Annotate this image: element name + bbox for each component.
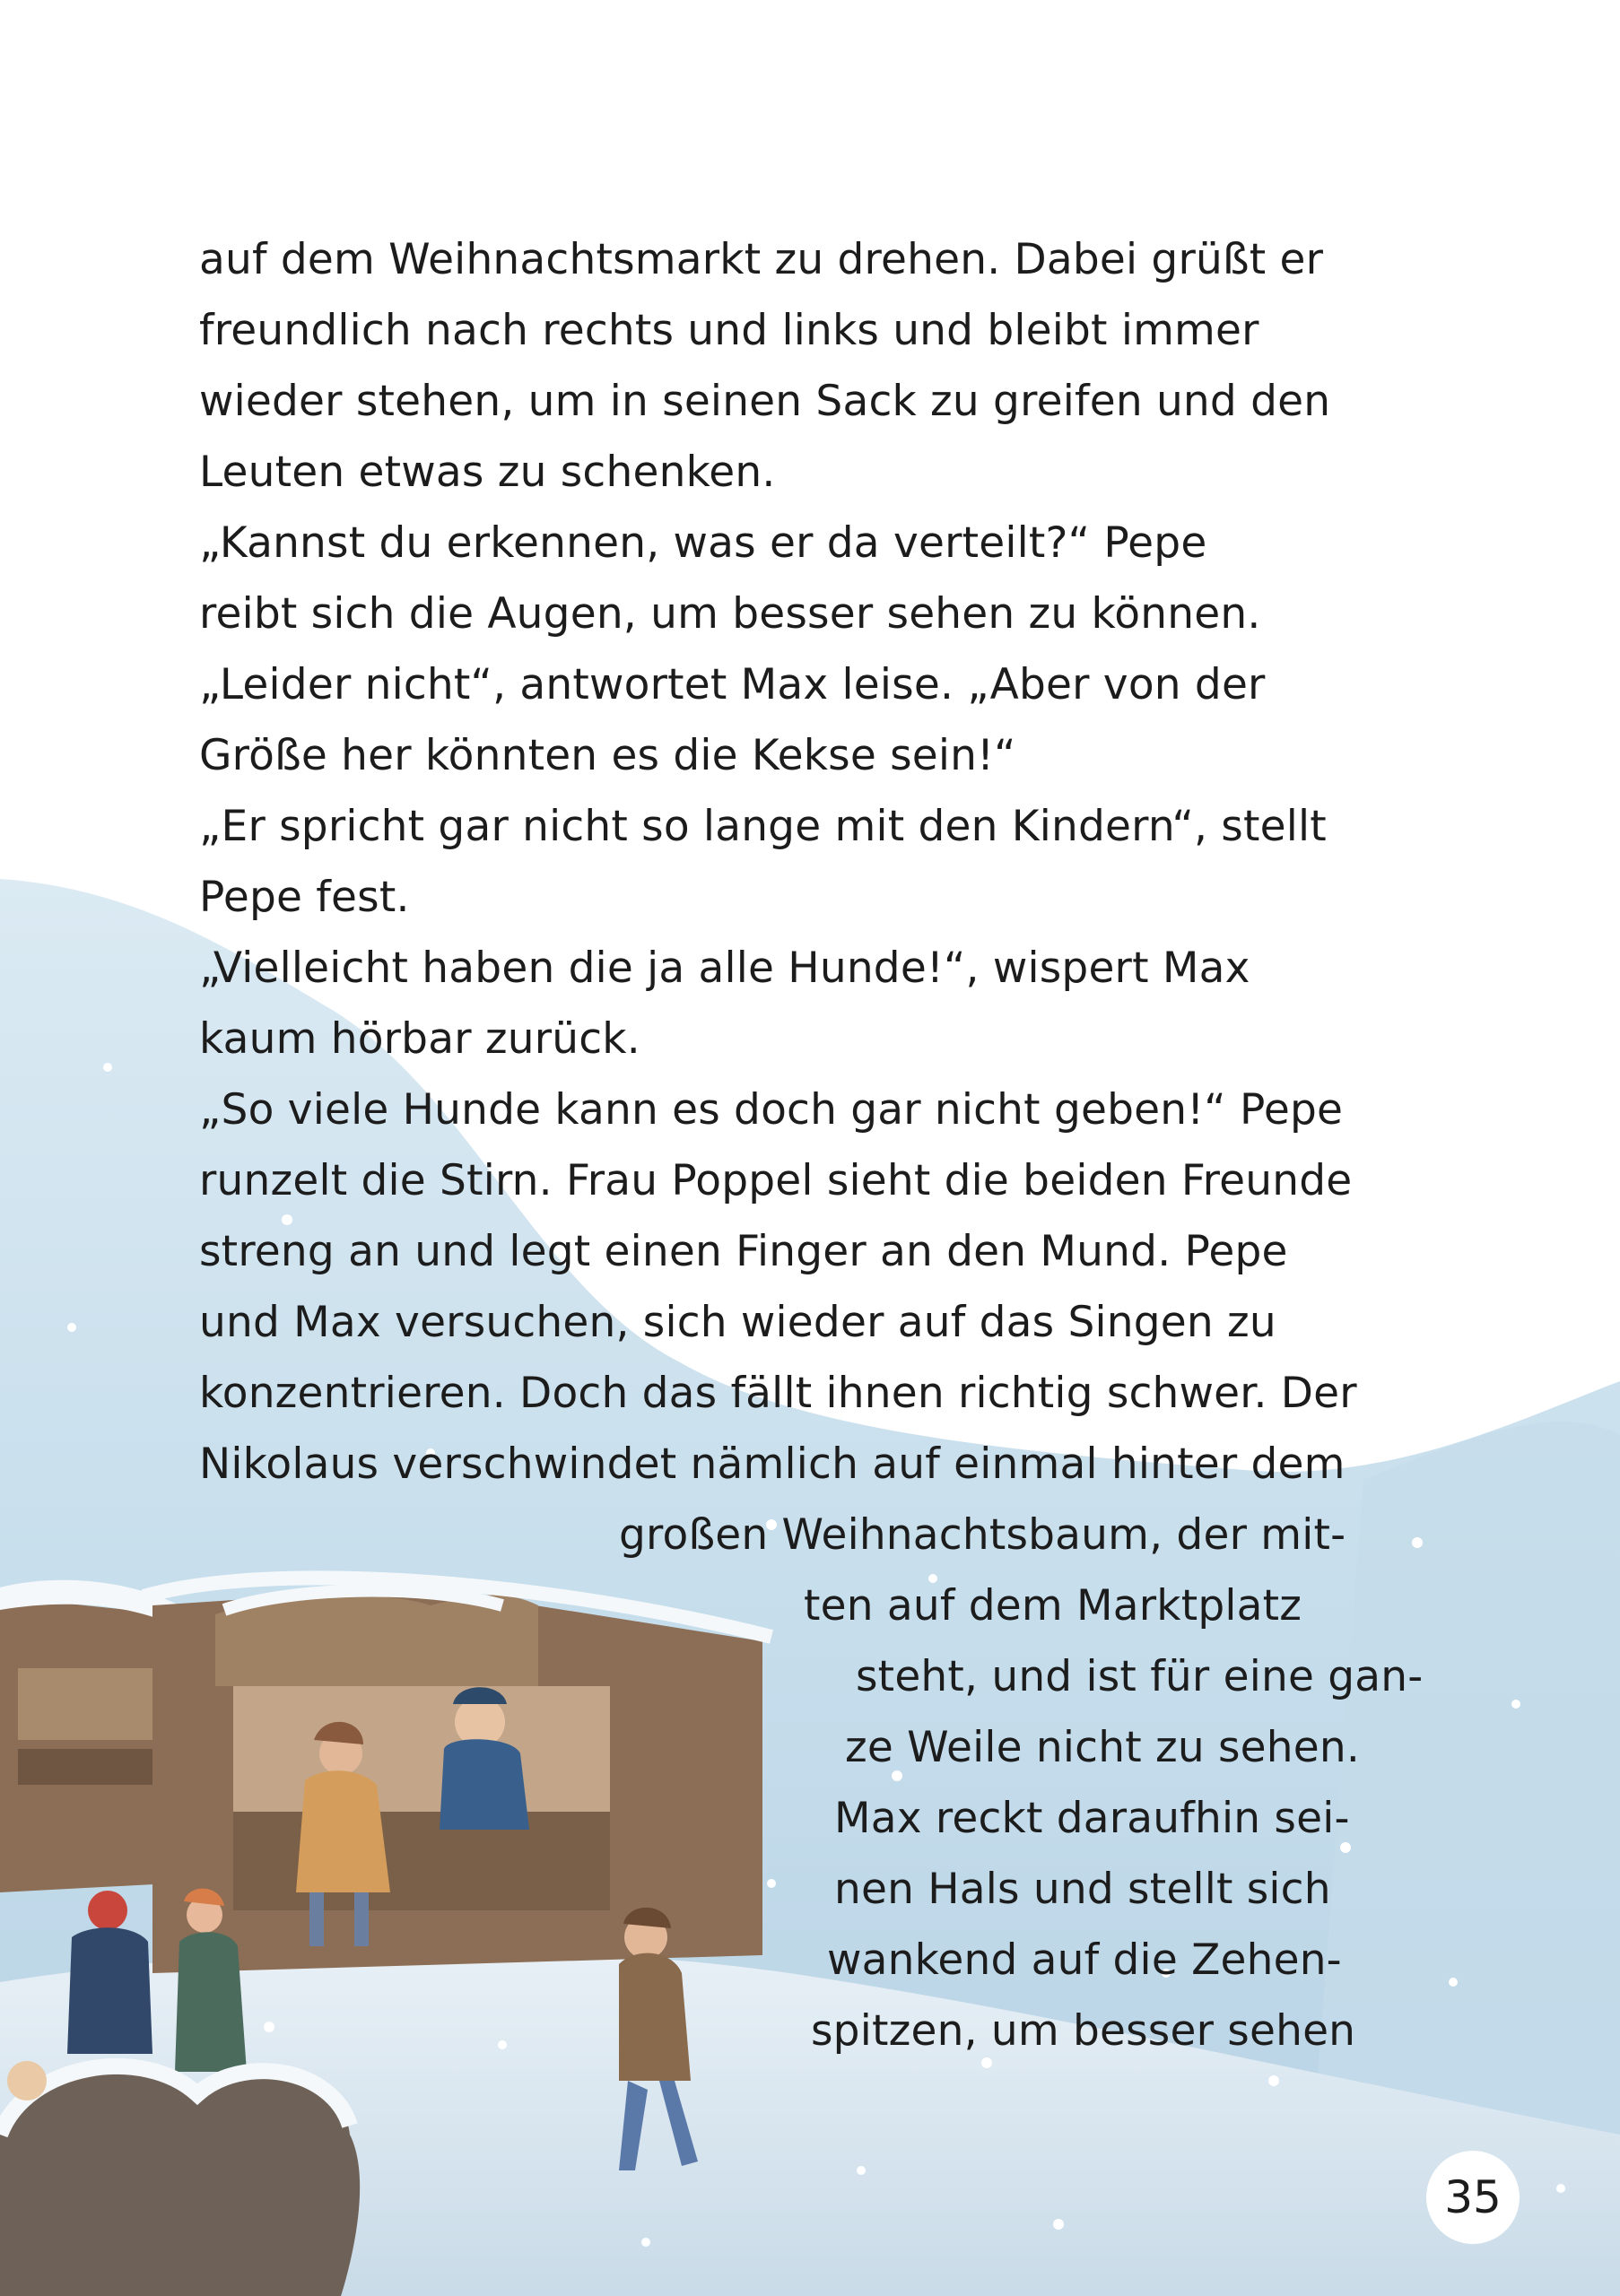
page-number: 35: [1426, 2151, 1520, 2244]
text-line: Max reckt daraufhin sei-: [834, 1794, 1350, 1843]
text-line: ze Weile nicht zu sehen.: [845, 1723, 1361, 1772]
text-line: Größe her könnten es die Kekse sein!“: [199, 731, 1016, 780]
text-line: Nikolaus verschwindet nämlich auf einmal hinter dem: [199, 1439, 1346, 1489]
text-line: konzentrieren. Doch das fällt ihnen richtig schwer. Der: [199, 1369, 1357, 1418]
text-line: runzelt die Stirn. Frau Poppel sieht die beiden Freunde: [199, 1156, 1353, 1205]
text-line: Pepe fest.: [199, 873, 410, 922]
text-line: „Kannst du erkennen, was er da verteilt?“ Pepe: [199, 518, 1207, 568]
text-line: und Max versuchen, sich wieder auf das Singen zu: [199, 1298, 1276, 1347]
text-line: „Leider nicht“, antwortet Max leise. „Aber von der: [199, 660, 1266, 709]
text-line: spitzen, um besser sehen: [811, 2006, 1356, 2056]
text-line: „Vielleicht haben die ja alle Hunde!“, wispert Max: [199, 944, 1250, 993]
text-line: wankend auf die Zehen-: [827, 1935, 1342, 1985]
text-line: wieder stehen, um in seinen Sack zu greifen und den: [199, 377, 1331, 426]
text-line: kaum hörbar zurück.: [199, 1014, 640, 1064]
snow-covered-bush: [0, 2059, 360, 2296]
market-booth-main: [144, 1578, 771, 1973]
text-line: Leuten etwas zu schenken.: [199, 448, 776, 497]
text-line: auf dem Weihnachtsmarkt zu drehen. Dabei grüßt er: [199, 235, 1324, 284]
text-line: streng an und legt einen Finger an den Mund. Pepe: [199, 1227, 1288, 1276]
text-line: nen Hals und stellt sich: [834, 1865, 1331, 1914]
text-line: „Er spricht gar nicht so lange mit den Kindern“, stellt: [199, 802, 1327, 851]
text-line: freundlich nach rechts und links und bleibt immer: [199, 306, 1259, 355]
text-line: großen Weihnachtsbaum, der mit-: [619, 1510, 1346, 1560]
text-line: reibt sich die Augen, um besser sehen zu können.: [199, 589, 1261, 639]
text-line: ten auf dem Marktplatz: [804, 1581, 1302, 1631]
text-line: steht, und ist für eine gan-: [856, 1652, 1424, 1701]
text-line: „So viele Hunde kann es doch gar nicht geben!“ Pepe: [199, 1085, 1344, 1135]
